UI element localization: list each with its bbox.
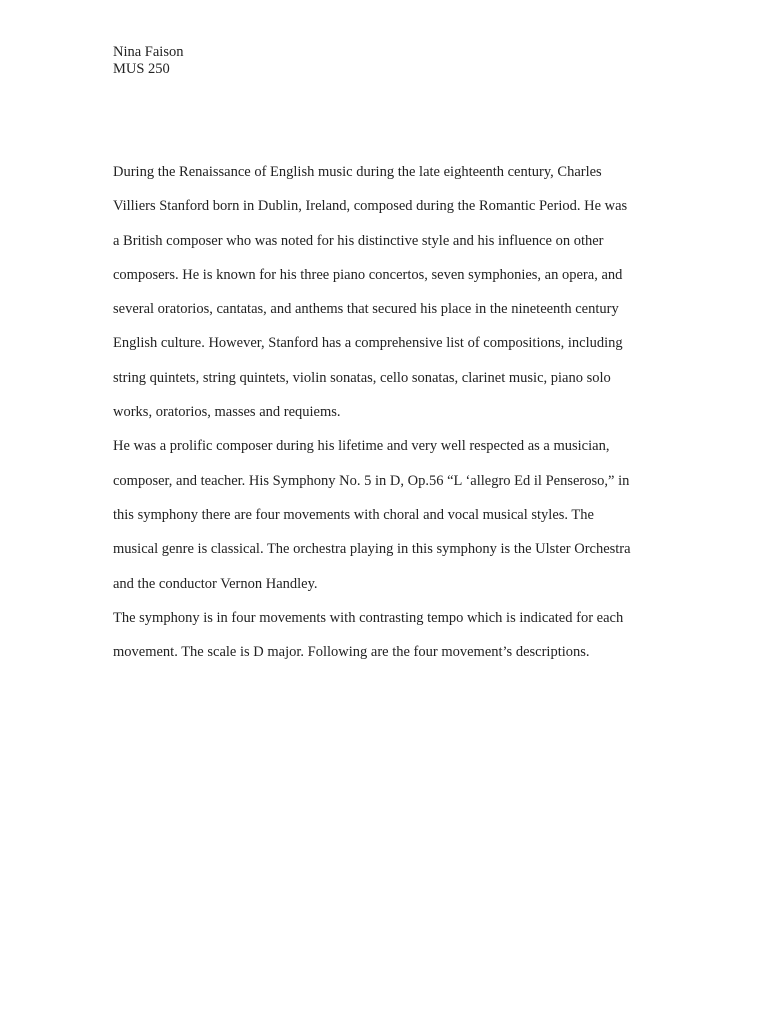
- body-line: this symphony there are four movements with choral and vocal musical styles. The: [113, 506, 594, 523]
- body-line: and the conductor Vernon Handley.: [113, 575, 318, 592]
- body-line: Villiers Stanford born in Dublin, Ireland, composed during the Romantic Period. He was: [113, 198, 628, 215]
- body-line: string quintets, string quintets, violin sonatas, cello sonatas, clarinet music, piano solo: [113, 369, 611, 386]
- body-line: He was a prolific composer during his lifetime and very well respected as a musician,: [113, 438, 610, 455]
- body-line: musical genre is classical. The orchestra playing in this symphony is the Ulster Orchestra: [113, 541, 631, 558]
- body-line: During the Renaissance of English music during the late eighteenth century, Charles: [113, 164, 602, 180]
- body-line: English culture. However, Stanford has a comprehensive list of compositions, including: [113, 335, 623, 352]
- document-body: [113, 159, 673, 673]
- author-name: Nina Faison: [113, 44, 184, 60]
- body-line: a British composer who was noted for his distinctive style and his influence on other: [113, 232, 604, 249]
- body-line: composers. He is known for his three piano concertos, seven symphonies, an opera, and: [113, 266, 623, 283]
- document-header: [113, 44, 183, 78]
- course-code: MUS 250: [113, 61, 170, 77]
- body-line: movement. The scale is D major. Following are the four movement’s descriptions.: [113, 644, 590, 661]
- body-line: several oratorios, cantatas, and anthems that secured his place in the nineteenth century: [113, 301, 619, 318]
- body-line: works, oratorios, masses and requiems.: [113, 404, 341, 421]
- body-line: composer, and teacher. His Symphony No. 5 in D, Op.56 “L ‘allegro Ed il Penseroso,” in: [113, 472, 630, 489]
- body-line: The symphony is in four movements with contrasting tempo which is indicated for each: [113, 609, 624, 626]
